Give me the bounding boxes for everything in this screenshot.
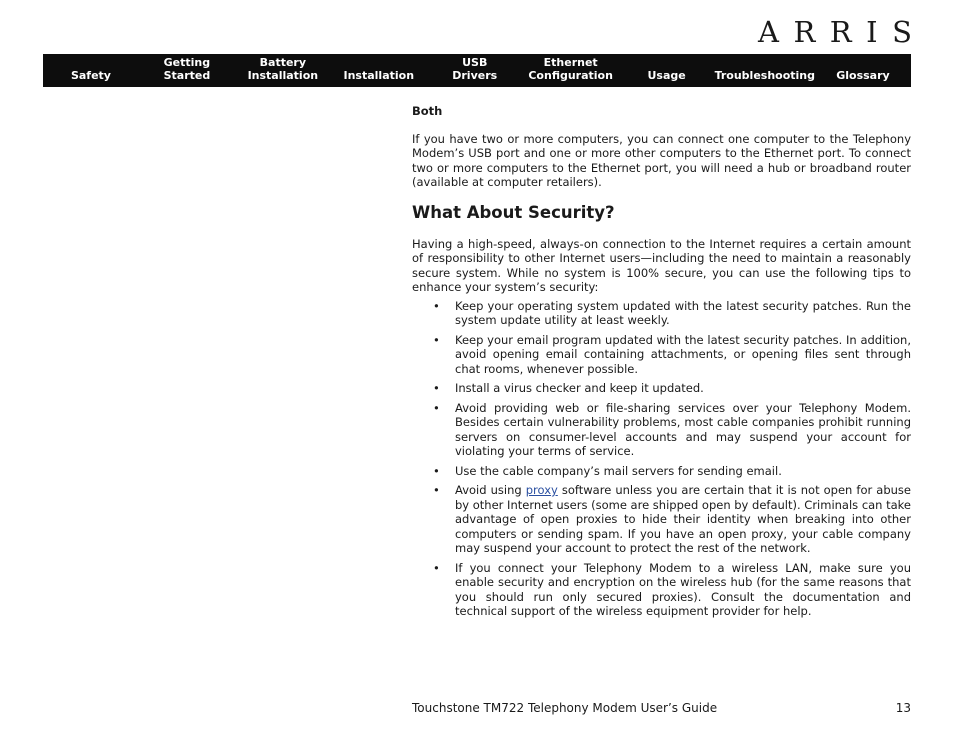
- list-item-text: Install a virus checker and keep it updated.: [455, 381, 704, 395]
- list-item: [412, 561, 911, 619]
- list-item-text: If you connect your Telephony Modem to a wireless LAN, make sure you enable security and encryption on the wireless hub (for the same reasons that you should run only secured proxies). Consult the documentation and technical support of the wireless equipment provider for help.: [455, 560, 911, 618]
- list-item: [412, 381, 911, 396]
- list-item: [412, 483, 911, 556]
- page-footer: [412, 701, 911, 715]
- list-item-text: Keep your operating system updated with the latest security patches. Run the system update utility at least weekly.: [455, 298, 911, 327]
- bullet-icon: •: [433, 463, 440, 478]
- list-item: [412, 401, 911, 459]
- list-item: [412, 333, 911, 377]
- arris-logo: ARRIS: [758, 15, 927, 49]
- security-heading: What About Security?: [412, 202, 615, 222]
- bullet-icon: •: [433, 483, 440, 497]
- bullet-icon: •: [433, 298, 440, 313]
- footer-guide-title: Touchstone TM722 Telephony Modem User’s Guide: [412, 701, 718, 715]
- bullet-icon: •: [433, 332, 440, 347]
- nav-getting-started[interactable]: Getting Started: [163, 56, 211, 82]
- bullet-icon: •: [433, 400, 440, 415]
- nav-safety[interactable]: Safety: [70, 69, 111, 82]
- list-item: [412, 464, 911, 479]
- page-number: 13: [895, 701, 911, 715]
- list-item-text-before-link: Avoid using: [455, 483, 526, 497]
- list-item-text: Keep your email program updated with the latest security patches. In addition, avoid opening email containing attachments, or opening files sent through chat rooms, whenever possible.: [455, 332, 911, 376]
- bullet-icon: •: [433, 381, 440, 395]
- nav-battery-installation[interactable]: Battery Installation: [247, 56, 319, 82]
- intro-paragraph: If you have two or more computers, you can connect one computer to the Telephony Modem’s USB port and one or more other computers to the Ethernet port. To connect two or more computers to the Ethernet port, you will need a hub or broadband router (available at computer retailers).: [412, 131, 911, 189]
- list-item-text-after-link: software unless you are certain that it is not open for abuse by other Internet users (some are shipped open by default). Criminals can take advantage of open proxies to hide their identity when breaking into other computers or sending spam. If you have an open proxy, your cable company may suspend your account to protect the rest of the network.: [455, 483, 912, 555]
- subheading-both: Both: [412, 104, 443, 118]
- nav-usb-drivers[interactable]: USB Drivers: [452, 56, 498, 82]
- security-intro-paragraph: Having a high-speed, always-on connection to the Internet requires a certain amount of responsibility to other Internet users—including the need to maintain a reasonably secure system. While no system is 100% secure, you can use the following tips to enhance your system’s security:: [412, 236, 911, 294]
- nav-glossary[interactable]: Glossary: [836, 69, 890, 82]
- page-content: [412, 104, 911, 624]
- nav-ethernet-configuration[interactable]: Ethernet Configuration: [528, 56, 613, 82]
- nav-usage[interactable]: Usage: [647, 69, 686, 82]
- list-item-text: Avoid providing web or file-sharing services over your Telephony Modem. Besides certain vulnerability problems, most cable companies prohibit running servers on consumer-level accounts and may suspend your account for violating your terms of service.: [455, 400, 911, 458]
- list-item-text: Use the cable company’s mail servers for sending email.: [455, 463, 782, 478]
- bullet-icon: •: [433, 560, 440, 575]
- proxy-link[interactable]: proxy: [525, 483, 558, 497]
- list-item: [412, 299, 911, 328]
- nav-troubleshooting[interactable]: Troubleshooting: [714, 69, 816, 82]
- security-tips-list: [412, 299, 911, 619]
- chapter-navbar: [43, 54, 911, 87]
- nav-installation[interactable]: Installation: [343, 69, 415, 82]
